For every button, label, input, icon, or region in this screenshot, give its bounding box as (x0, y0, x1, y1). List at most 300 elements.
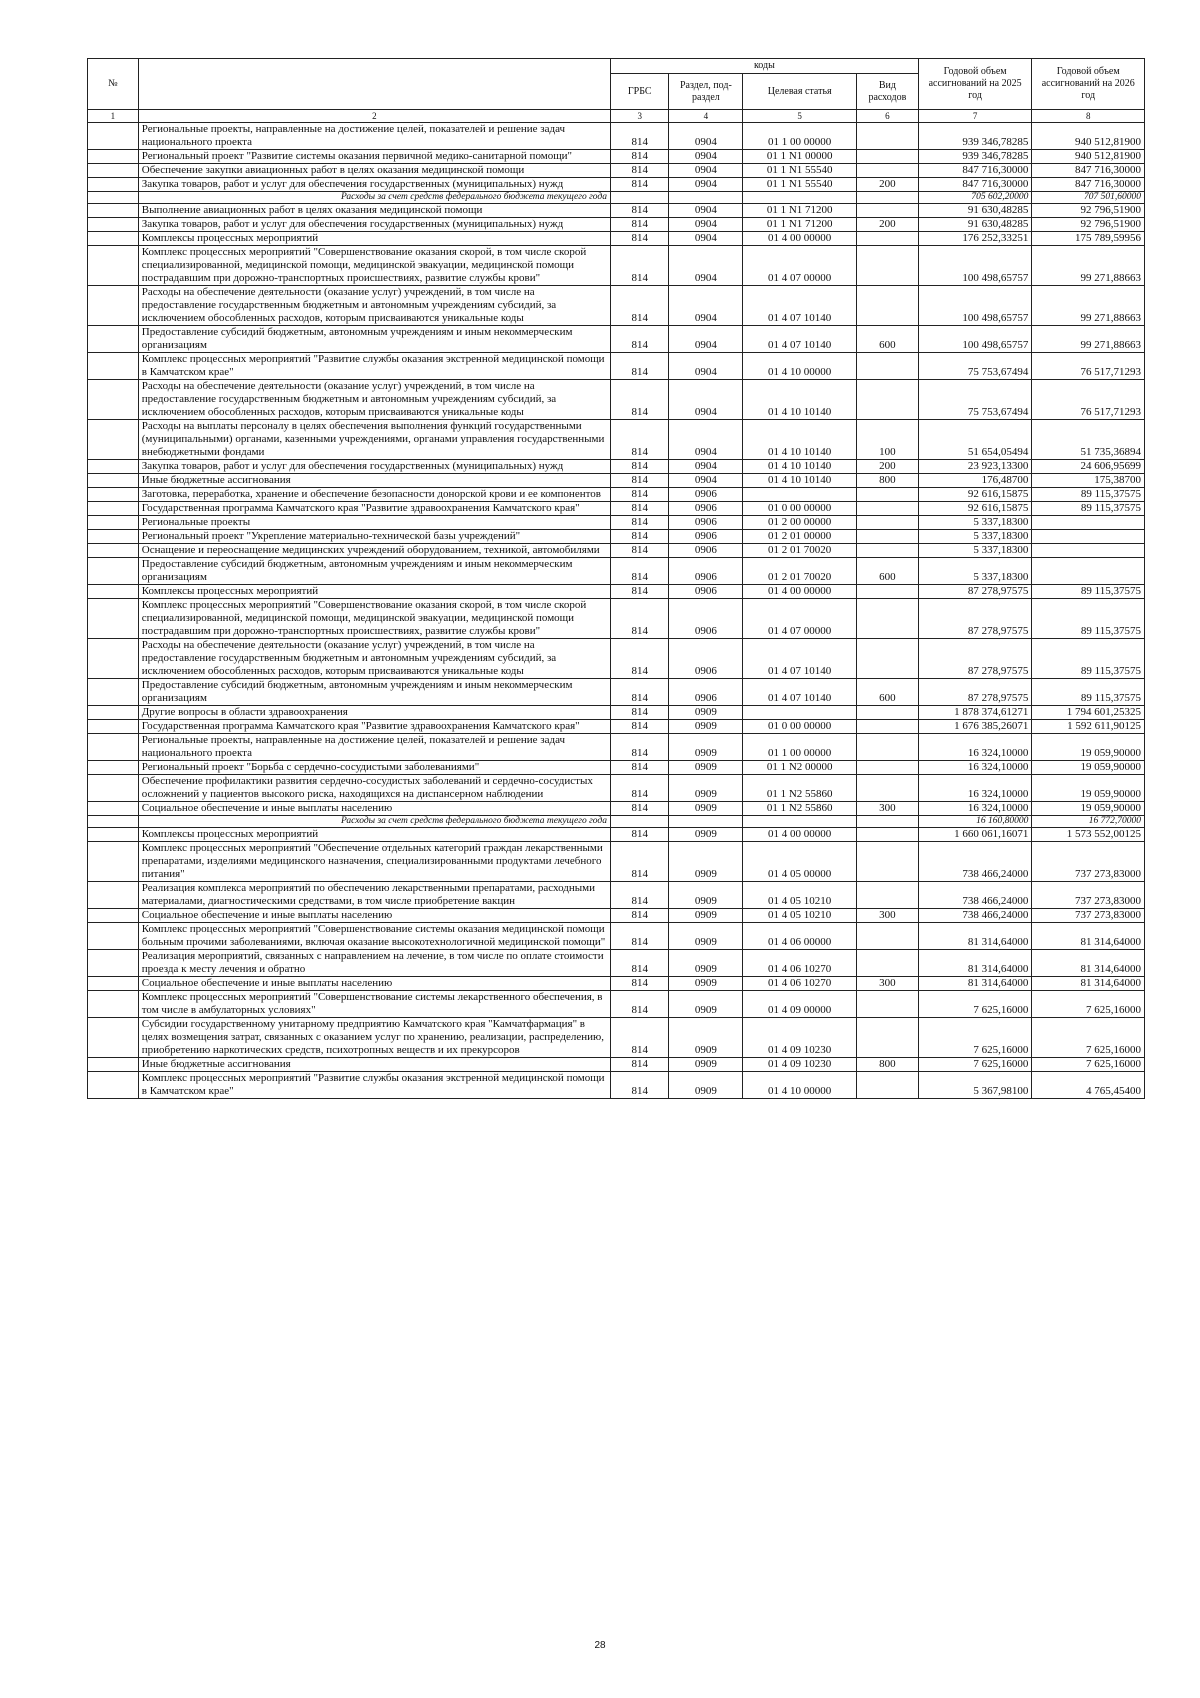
row-name: Региональный проект "Борьба с сердечно-сосудистыми заболеваниями" (138, 761, 610, 775)
row-razdel: 0909 (669, 1072, 743, 1099)
row-grbs: 814 (610, 1018, 668, 1058)
row-target-article: 01 4 10 10140 (743, 460, 857, 474)
row-expense-type: 300 (857, 802, 919, 816)
row-name: Расходы за счет средств федерального бюджета текущего года (138, 192, 610, 204)
row-name: Предоставление субсидий бюджетным, автономным учреждениям и иным некоммерческим организациям (138, 679, 610, 706)
row-razdel: 0904 (669, 460, 743, 474)
row-amount-2025: 100 498,65757 (918, 286, 1032, 326)
row-name: Региональные проекты, направленные на достижение целей, показателей и решение задач национального проекта (138, 123, 610, 150)
row-amount-2026 (1032, 530, 1145, 544)
row-grbs: 814 (610, 246, 668, 286)
row-target-article: 01 4 06 00000 (743, 923, 857, 950)
row-grbs: 814 (610, 530, 668, 544)
row-name: Региональные проекты, направленные на достижение целей, показателей и решение задач национального проекта (138, 734, 610, 761)
row-amount-2026 (1032, 558, 1145, 585)
table-row (88, 842, 1145, 882)
table-row (88, 326, 1145, 353)
header-grbs: ГРБС (610, 74, 668, 110)
row-number-cell (88, 516, 139, 530)
row-name: Комплекс процессных мероприятий "Совершенствование оказания скорой, в том числе скорой специализированной, медицинской помощи, медицинской эвакуации, медицинской помощи пострадавшим при дорожно-транспортных происшествиях, развитие службы крови" (138, 246, 610, 286)
row-number-cell (88, 558, 139, 585)
row-number-cell (88, 639, 139, 679)
row-target-article: 01 4 00 00000 (743, 585, 857, 599)
row-expense-type (857, 585, 919, 599)
table-row (88, 720, 1145, 734)
row-amount-2025: 176,48700 (918, 474, 1032, 488)
row-number-cell (88, 909, 139, 923)
row-name: Государственная программа Камчатского края "Развитие здравоохранения Камчатского края" (138, 502, 610, 516)
row-target-article: 01 1 00 00000 (743, 734, 857, 761)
table-row (88, 218, 1145, 232)
federal-budget-row (88, 192, 1145, 204)
table-row (88, 923, 1145, 950)
row-razdel: 0906 (669, 679, 743, 706)
row-number-cell (88, 232, 139, 246)
row-name: Другие вопросы в области здравоохранения (138, 706, 610, 720)
row-amount-2025: 81 314,64000 (918, 923, 1032, 950)
table-row (88, 353, 1145, 380)
table-row (88, 950, 1145, 977)
header-name (138, 59, 610, 110)
row-amount-2026: 76 517,71293 (1032, 380, 1145, 420)
table-row (88, 775, 1145, 802)
row-amount-2025: 847 716,30000 (918, 178, 1032, 192)
row-name: Социальное обеспечение и иные выплаты населению (138, 802, 610, 816)
table-row (88, 420, 1145, 460)
row-grbs: 814 (610, 1058, 668, 1072)
row-target-article: 01 2 01 00000 (743, 530, 857, 544)
row-name: Комплекс процессных мероприятий "Совершенствование системы лекарственного обеспечения, в том числе в амбулаторных условиях" (138, 991, 610, 1018)
header-razdel: Раздел, под-раздел (669, 74, 743, 110)
row-number-cell (88, 380, 139, 420)
row-number-cell (88, 991, 139, 1018)
row-grbs (610, 816, 668, 828)
row-number-cell (88, 950, 139, 977)
row-target-article: 01 4 06 10270 (743, 950, 857, 977)
row-razdel: 0904 (669, 204, 743, 218)
row-grbs: 814 (610, 218, 668, 232)
table-row (88, 909, 1145, 923)
row-target-article: 01 4 10 10140 (743, 380, 857, 420)
row-razdel: 0909 (669, 828, 743, 842)
table-row (88, 991, 1145, 1018)
row-expense-type: 600 (857, 558, 919, 585)
row-razdel: 0909 (669, 1018, 743, 1058)
row-amount-2026: 175 789,59956 (1032, 232, 1145, 246)
budget-table (87, 58, 1145, 1099)
row-amount-2026: 737 273,83000 (1032, 882, 1145, 909)
header-num: № (88, 59, 139, 110)
table-row (88, 530, 1145, 544)
row-number-cell (88, 706, 139, 720)
table-row (88, 734, 1145, 761)
row-expense-type (857, 516, 919, 530)
table-row (88, 380, 1145, 420)
page-number: 28 (594, 1640, 606, 1651)
row-amount-2026: 89 115,37575 (1032, 679, 1145, 706)
row-amount-2026: 1 592 611,90125 (1032, 720, 1145, 734)
row-razdel: 0906 (669, 558, 743, 585)
row-amount-2025: 91 630,48285 (918, 218, 1032, 232)
header-col-numbers (88, 110, 1145, 123)
row-grbs: 814 (610, 204, 668, 218)
row-target-article: 01 4 09 00000 (743, 991, 857, 1018)
col-number: 6 (857, 110, 919, 123)
row-amount-2025: 16 324,10000 (918, 761, 1032, 775)
row-amount-2025: 939 346,78285 (918, 123, 1032, 150)
row-number-cell (88, 420, 139, 460)
row-razdel: 0909 (669, 991, 743, 1018)
row-expense-type (857, 775, 919, 802)
table-row (88, 286, 1145, 326)
row-grbs: 814 (610, 150, 668, 164)
row-number-cell (88, 977, 139, 991)
row-expense-type (857, 1018, 919, 1058)
row-amount-2026: 847 716,30000 (1032, 178, 1145, 192)
row-target-article: 01 4 07 10140 (743, 286, 857, 326)
row-razdel: 0909 (669, 923, 743, 950)
row-target-article: 01 4 00 00000 (743, 828, 857, 842)
row-expense-type: 200 (857, 460, 919, 474)
row-amount-2026: 16 772,70000 (1032, 816, 1145, 828)
row-expense-type (857, 761, 919, 775)
row-expense-type (857, 530, 919, 544)
row-name: Социальное обеспечение и иные выплаты населению (138, 977, 610, 991)
row-name: Региональный проект "Развитие системы оказания первичной медико-санитарной помощи" (138, 150, 610, 164)
row-target-article: 01 4 07 10140 (743, 639, 857, 679)
table-row (88, 246, 1145, 286)
row-razdel: 0906 (669, 599, 743, 639)
row-target-article: 01 1 N1 55540 (743, 164, 857, 178)
row-expense-type (857, 599, 919, 639)
row-target-article: 01 4 09 10230 (743, 1058, 857, 1072)
row-razdel (669, 816, 743, 828)
row-expense-type: 100 (857, 420, 919, 460)
row-number-cell (88, 585, 139, 599)
row-razdel: 0906 (669, 530, 743, 544)
row-razdel: 0904 (669, 150, 743, 164)
row-razdel: 0909 (669, 775, 743, 802)
row-amount-2026: 99 271,88663 (1032, 286, 1145, 326)
row-target-article: 01 2 01 70020 (743, 558, 857, 585)
row-amount-2025: 100 498,65757 (918, 326, 1032, 353)
row-name: Иные бюджетные ассигнования (138, 474, 610, 488)
row-expense-type: 800 (857, 474, 919, 488)
row-amount-2026: 1 794 601,25325 (1032, 706, 1145, 720)
row-grbs: 814 (610, 232, 668, 246)
row-amount-2026: 4 765,45400 (1032, 1072, 1145, 1099)
row-amount-2025: 7 625,16000 (918, 1018, 1032, 1058)
table-row (88, 585, 1145, 599)
row-number-cell (88, 530, 139, 544)
row-amount-2025: 75 753,67494 (918, 380, 1032, 420)
row-amount-2025: 939 346,78285 (918, 150, 1032, 164)
row-target-article: 01 1 N2 55860 (743, 775, 857, 802)
row-amount-2026: 175,38700 (1032, 474, 1145, 488)
row-target-article: 01 1 N2 00000 (743, 761, 857, 775)
row-expense-type: 200 (857, 178, 919, 192)
row-amount-2026: 940 512,81900 (1032, 123, 1145, 150)
row-number-cell (88, 882, 139, 909)
row-number-cell (88, 474, 139, 488)
table-row (88, 679, 1145, 706)
row-number-cell (88, 816, 139, 828)
row-name: Комплексы процессных мероприятий (138, 585, 610, 599)
row-number-cell (88, 460, 139, 474)
row-amount-2025: 81 314,64000 (918, 950, 1032, 977)
budget-sheet (87, 58, 1145, 1099)
row-number-cell (88, 1058, 139, 1072)
row-expense-type (857, 380, 919, 420)
row-amount-2025: 87 278,97575 (918, 639, 1032, 679)
row-target-article: 01 1 N1 71200 (743, 204, 857, 218)
row-razdel: 0904 (669, 246, 743, 286)
row-target-article: 01 4 06 10270 (743, 977, 857, 991)
row-grbs: 814 (610, 502, 668, 516)
row-number-cell (88, 720, 139, 734)
row-target-article (743, 488, 857, 502)
row-amount-2025: 91 630,48285 (918, 204, 1032, 218)
row-amount-2025: 16 324,10000 (918, 734, 1032, 761)
row-name: Комплекс процессных мероприятий "Совершенствование системы оказания медицинской помощи больным прочими заболеваниями, включая оказание высокотехнологичной медицинской помощи" (138, 923, 610, 950)
row-amount-2026: 7 625,16000 (1032, 991, 1145, 1018)
row-expense-type (857, 164, 919, 178)
row-razdel: 0909 (669, 706, 743, 720)
row-amount-2026: 89 115,37575 (1032, 599, 1145, 639)
table-row (88, 474, 1145, 488)
row-grbs: 814 (610, 775, 668, 802)
row-razdel: 0909 (669, 842, 743, 882)
row-expense-type: 800 (857, 1058, 919, 1072)
row-amount-2025: 5 337,18300 (918, 558, 1032, 585)
row-target-article: 01 1 N1 71200 (743, 218, 857, 232)
table-header (88, 59, 1145, 123)
row-amount-2026: 1 573 552,00125 (1032, 828, 1145, 842)
row-grbs: 814 (610, 828, 668, 842)
row-amount-2025: 7 625,16000 (918, 991, 1032, 1018)
row-razdel: 0904 (669, 164, 743, 178)
row-amount-2025: 1 660 061,16071 (918, 828, 1032, 842)
row-target-article (743, 816, 857, 828)
table-row (88, 1072, 1145, 1099)
row-name: Региональные проекты (138, 516, 610, 530)
row-amount-2026: 19 059,90000 (1032, 761, 1145, 775)
row-amount-2025: 705 602,20000 (918, 192, 1032, 204)
row-amount-2025: 51 654,05494 (918, 420, 1032, 460)
table-row (88, 1058, 1145, 1072)
row-razdel: 0904 (669, 474, 743, 488)
row-target-article: 01 1 N1 00000 (743, 150, 857, 164)
row-expense-type (857, 150, 919, 164)
row-amount-2025: 87 278,97575 (918, 585, 1032, 599)
row-name: Выполнение авиационных работ в целях оказания медицинской помощи (138, 204, 610, 218)
row-amount-2025: 1 676 385,26071 (918, 720, 1032, 734)
row-razdel: 0904 (669, 420, 743, 460)
row-target-article: 01 4 10 10140 (743, 474, 857, 488)
row-name: Расходы на обеспечение деятельности (оказание услуг) учреждений, в том числе на предоставление государственным бюджетным и автономным учреждениям субсидий, за исключением обособленных расходов, которым присваиваются уникальные коды (138, 286, 610, 326)
row-name: Социальное обеспечение и иные выплаты населению (138, 909, 610, 923)
row-target-article: 01 2 01 70020 (743, 544, 857, 558)
row-number-cell (88, 842, 139, 882)
row-amount-2026: 81 314,64000 (1032, 950, 1145, 977)
row-target-article: 01 4 10 00000 (743, 1072, 857, 1099)
row-name: Иные бюджетные ассигнования (138, 1058, 610, 1072)
row-expense-type (857, 828, 919, 842)
row-amount-2025: 23 923,13300 (918, 460, 1032, 474)
row-target-article: 01 4 07 10140 (743, 679, 857, 706)
row-number-cell (88, 286, 139, 326)
col-number: 1 (88, 110, 139, 123)
row-grbs: 814 (610, 639, 668, 679)
row-number-cell (88, 150, 139, 164)
row-razdel: 0906 (669, 585, 743, 599)
row-amount-2025: 75 753,67494 (918, 353, 1032, 380)
row-amount-2026: 707 501,60000 (1032, 192, 1145, 204)
row-grbs: 814 (610, 923, 668, 950)
row-grbs: 814 (610, 977, 668, 991)
row-grbs: 814 (610, 286, 668, 326)
row-number-cell (88, 1018, 139, 1058)
row-name: Предоставление субсидий бюджетным, автономным учреждениям и иным некоммерческим организациям (138, 558, 610, 585)
row-number-cell (88, 775, 139, 802)
col-number: 8 (1032, 110, 1145, 123)
row-name: Расходы за счет средств федерального бюджета текущего года (138, 816, 610, 828)
row-amount-2025: 16 324,10000 (918, 802, 1032, 816)
row-amount-2025: 738 466,24000 (918, 842, 1032, 882)
row-name: Государственная программа Камчатского края "Развитие здравоохранения Камчатского края" (138, 720, 610, 734)
row-amount-2025: 100 498,65757 (918, 246, 1032, 286)
table-row (88, 178, 1145, 192)
row-amount-2025: 87 278,97575 (918, 679, 1032, 706)
row-target-article: 01 1 N2 55860 (743, 802, 857, 816)
row-name: Закупка товаров, работ и услуг для обеспечения государственных (муниципальных) нужд (138, 460, 610, 474)
row-number-cell (88, 246, 139, 286)
row-grbs: 814 (610, 679, 668, 706)
row-name: Обеспечение закупки авиационных работ в целях оказания медицинской помощи (138, 164, 610, 178)
row-amount-2026: 89 115,37575 (1032, 639, 1145, 679)
row-amount-2026 (1032, 544, 1145, 558)
row-grbs: 814 (610, 474, 668, 488)
row-amount-2026: 51 735,36894 (1032, 420, 1145, 460)
row-target-article: 01 4 07 00000 (743, 599, 857, 639)
row-razdel: 0906 (669, 502, 743, 516)
row-target-article: 01 4 05 00000 (743, 842, 857, 882)
row-expense-type (857, 353, 919, 380)
row-expense-type (857, 720, 919, 734)
table-row (88, 828, 1145, 842)
row-target-article: 01 4 09 10230 (743, 1018, 857, 1058)
row-name: Комплексы процессных мероприятий (138, 828, 610, 842)
row-amount-2025: 16 160,80000 (918, 816, 1032, 828)
row-grbs: 814 (610, 178, 668, 192)
row-razdel: 0906 (669, 516, 743, 530)
header-2026: Годовой объем ассигнований на 2026 год (1032, 59, 1145, 110)
row-expense-type (857, 923, 919, 950)
row-target-article (743, 192, 857, 204)
row-amount-2026: 92 796,51900 (1032, 218, 1145, 232)
row-number-cell (88, 828, 139, 842)
row-razdel: 0906 (669, 544, 743, 558)
row-expense-type (857, 204, 919, 218)
row-grbs: 814 (610, 585, 668, 599)
row-razdel: 0906 (669, 639, 743, 679)
col-number: 7 (918, 110, 1032, 123)
row-target-article: 01 1 00 00000 (743, 123, 857, 150)
table-row (88, 232, 1145, 246)
header-codes: коды (610, 59, 918, 74)
row-amount-2025: 5 337,18300 (918, 530, 1032, 544)
row-grbs: 814 (610, 123, 668, 150)
row-razdel: 0909 (669, 950, 743, 977)
row-razdel: 0904 (669, 353, 743, 380)
row-razdel: 0904 (669, 286, 743, 326)
row-expense-type (857, 246, 919, 286)
row-grbs: 814 (610, 950, 668, 977)
row-grbs: 814 (610, 516, 668, 530)
row-name: Региональный проект "Укрепление материально-технической базы учреждений" (138, 530, 610, 544)
row-expense-type: 200 (857, 218, 919, 232)
row-name: Предоставление субсидий бюджетным, автономным учреждениям и иным некоммерческим организациям (138, 326, 610, 353)
row-target-article: 01 4 00 00000 (743, 232, 857, 246)
row-number-cell (88, 734, 139, 761)
row-razdel: 0904 (669, 380, 743, 420)
row-grbs (610, 192, 668, 204)
row-amount-2026: 19 059,90000 (1032, 775, 1145, 802)
row-number-cell (88, 164, 139, 178)
row-amount-2026: 7 625,16000 (1032, 1018, 1145, 1058)
row-razdel: 0904 (669, 232, 743, 246)
row-grbs: 814 (610, 761, 668, 775)
row-number-cell (88, 488, 139, 502)
table-body (88, 123, 1145, 1099)
row-amount-2026: 24 606,95699 (1032, 460, 1145, 474)
row-number-cell (88, 599, 139, 639)
row-expense-type (857, 544, 919, 558)
row-razdel: 0909 (669, 882, 743, 909)
row-expense-type (857, 286, 919, 326)
row-amount-2026: 847 716,30000 (1032, 164, 1145, 178)
row-name: Комплекс процессных мероприятий "Развитие службы оказания экстренной медицинской помощи в Камчатском крае" (138, 353, 610, 380)
table-row (88, 488, 1145, 502)
row-grbs: 814 (610, 380, 668, 420)
row-amount-2026: 19 059,90000 (1032, 802, 1145, 816)
row-grbs: 814 (610, 326, 668, 353)
header-cs: Целевая статья (743, 74, 857, 110)
row-expense-type: 600 (857, 326, 919, 353)
row-number-cell (88, 218, 139, 232)
row-number-cell (88, 679, 139, 706)
row-grbs: 814 (610, 734, 668, 761)
table-row (88, 164, 1145, 178)
table-row (88, 460, 1145, 474)
row-number-cell (88, 761, 139, 775)
row-grbs: 814 (610, 706, 668, 720)
row-expense-type: 300 (857, 977, 919, 991)
row-grbs: 814 (610, 842, 668, 882)
row-target-article: 01 0 00 00000 (743, 720, 857, 734)
row-expense-type (857, 991, 919, 1018)
row-expense-type (857, 882, 919, 909)
row-expense-type (857, 502, 919, 516)
row-expense-type (857, 192, 919, 204)
row-name: Реализация мероприятий, связанных с направлением на лечение, в том числе по оплате стоимости проезда к месту лечения и обратно (138, 950, 610, 977)
row-expense-type (857, 734, 919, 761)
header-vr: Вид расходов (857, 74, 919, 110)
row-grbs: 814 (610, 460, 668, 474)
row-number-cell (88, 204, 139, 218)
row-name: Расходы на обеспечение деятельности (оказание услуг) учреждений, в том числе на предоставление государственным бюджетным и автономным учреждениям субсидий, за исключением обособленных расходов, которым присваиваются уникальные коды (138, 639, 610, 679)
row-razdel: 0909 (669, 761, 743, 775)
